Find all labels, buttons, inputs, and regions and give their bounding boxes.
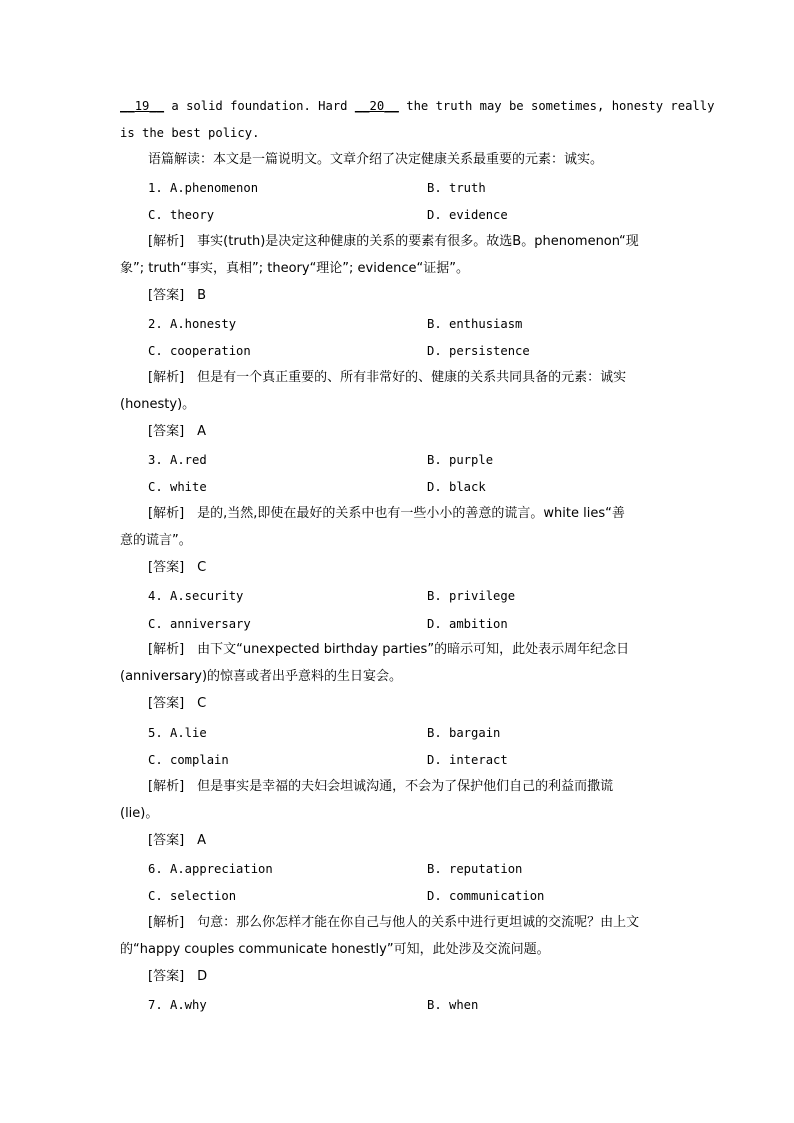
analysis-line: 意的谎言”。 bbox=[120, 533, 192, 548]
option-a: 5. A.lie bbox=[148, 726, 207, 740]
analysis-line: [解析] 是的,当然,即使在最好的关系中也有一些小小的善意的谎言。white lies“善 bbox=[148, 506, 625, 521]
option-d: D. evidence bbox=[427, 208, 508, 222]
answer-line: [答案] A bbox=[148, 833, 207, 848]
analysis-line: [解析] 但是有一个真正重要的、所有非常好的、健康的关系共同具备的元素：诚实 bbox=[148, 370, 627, 385]
option-row bbox=[148, 343, 530, 359]
analysis-line: [解析] 但是事实是幸福的夫妇会坦诚沟通，不会为了保护他们自己的利益而撒谎 bbox=[148, 779, 614, 794]
option-d: D. ambition bbox=[427, 617, 508, 631]
option-a: 4. A.security bbox=[148, 589, 244, 603]
option-c: C. complain bbox=[148, 753, 229, 767]
option-d: D. communication bbox=[427, 889, 545, 903]
option-a: 3. A.red bbox=[148, 453, 207, 467]
option-a: 2. A.honesty bbox=[148, 317, 237, 331]
option-c: C. cooperation bbox=[148, 344, 251, 358]
option-row bbox=[148, 207, 508, 223]
option-b: B. reputation bbox=[427, 862, 523, 876]
option-a: 1. A.phenomenon bbox=[148, 181, 259, 195]
answer-line: [答案] B bbox=[148, 288, 207, 303]
blank-20: __20__ bbox=[354, 99, 399, 113]
analysis-line: 象”; truth“事实，真相”; theory“理论”; evidence“证据”。 bbox=[120, 261, 469, 276]
option-row bbox=[148, 997, 479, 1013]
option-row bbox=[148, 888, 545, 904]
option-row bbox=[148, 588, 516, 604]
analysis-line: (lie)。 bbox=[120, 806, 159, 821]
option-row bbox=[148, 616, 508, 632]
answer-line: [答案] A bbox=[148, 424, 207, 439]
passage-text: a solid foundation. Hard bbox=[164, 99, 355, 113]
analysis-line: [解析] 事实(truth)是决定这种健康的关系的要素有很多。故选B。phenomenon“现 bbox=[148, 234, 639, 249]
passage-line-2: is the best policy. bbox=[120, 126, 260, 140]
option-d: D. black bbox=[427, 480, 486, 494]
option-row bbox=[148, 725, 501, 741]
analysis-line: (anniversary)的惊喜或者出乎意料的生日宴会。 bbox=[120, 669, 403, 684]
option-b: B. enthusiasm bbox=[427, 317, 523, 331]
option-d: D. interact bbox=[427, 753, 508, 767]
answer-line: [答案] C bbox=[148, 560, 207, 575]
passage-text: the truth may be sometimes, honesty really bbox=[398, 99, 715, 113]
option-c: C. selection bbox=[148, 889, 237, 903]
answer-line: [答案] D bbox=[148, 969, 208, 984]
option-b: B. privilege bbox=[427, 589, 516, 603]
passage-summary: 语篇解读：本文是一篇说明文。文章介绍了决定健康关系最重要的元素：诚实。 bbox=[148, 152, 604, 167]
passage-line-1 bbox=[120, 98, 714, 114]
option-b: B. bargain bbox=[427, 726, 501, 740]
analysis-line: [解析] 句意：那么你怎样才能在你自己与他人的关系中进行更坦诚的交流呢？由上文 bbox=[148, 915, 640, 930]
option-row bbox=[148, 452, 494, 468]
blank-19: __19__ bbox=[120, 99, 165, 113]
option-row bbox=[148, 861, 523, 877]
option-a: 7. A.why bbox=[148, 998, 207, 1012]
option-c: C. white bbox=[148, 480, 207, 494]
option-row bbox=[148, 479, 486, 495]
option-row bbox=[148, 180, 486, 196]
option-c: C. theory bbox=[148, 208, 215, 222]
analysis-line: 的“happy couples communicate honestly”可知，此处涉及交流问题。 bbox=[120, 942, 550, 957]
option-b: B. when bbox=[427, 998, 479, 1012]
option-b: B. truth bbox=[427, 181, 486, 195]
option-d: D. persistence bbox=[427, 344, 530, 358]
analysis-line: [解析] 由下文“unexpected birthday parties”的暗示可知，此处表示周年纪念日 bbox=[148, 642, 630, 657]
option-row bbox=[148, 752, 508, 768]
answer-line: [答案] C bbox=[148, 696, 207, 711]
option-a: 6. A.appreciation bbox=[148, 862, 273, 876]
option-b: B. purple bbox=[427, 453, 494, 467]
option-c: C. anniversary bbox=[148, 617, 251, 631]
option-row bbox=[148, 316, 523, 332]
analysis-line: (honesty)。 bbox=[120, 397, 196, 412]
